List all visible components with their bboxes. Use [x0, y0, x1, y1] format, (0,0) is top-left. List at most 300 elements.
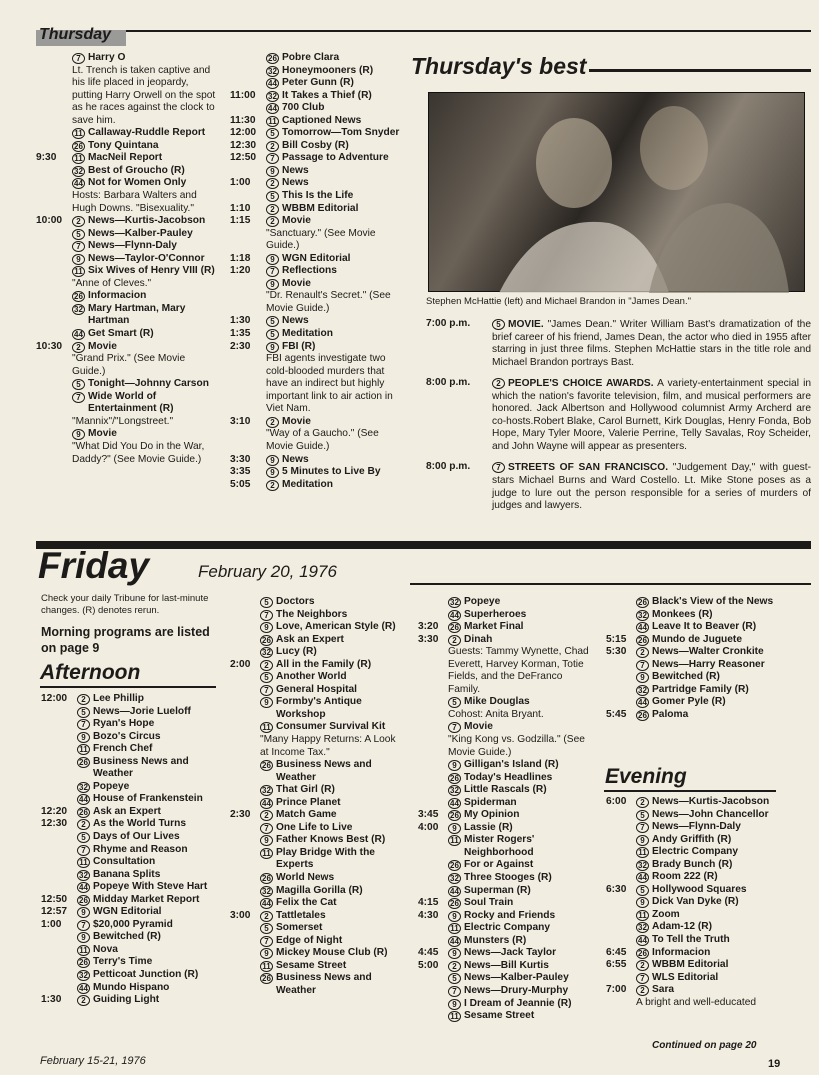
friday-column-4-evening — [606, 796, 776, 1009]
listing-time: 10:30 — [36, 340, 63, 352]
channel-badge: 44 — [448, 936, 461, 947]
listing-entry — [418, 1010, 593, 1023]
thursdays-best — [411, 52, 811, 80]
channel-badge: 26 — [260, 760, 273, 771]
listing-entry — [230, 315, 402, 328]
program-title: WBBM Editorial — [282, 202, 359, 214]
footer-dates: February 15-21, 1976 — [40, 1055, 146, 1067]
program-title: Tonight—Johnny Carson — [88, 378, 209, 390]
channel-badge: 44 — [636, 935, 649, 946]
program-title: Harry O — [88, 52, 126, 63]
listing-entry — [230, 960, 402, 973]
program-title: Meditation — [282, 328, 333, 340]
listing-time: 4:30 — [418, 909, 439, 921]
evening-rule — [604, 790, 776, 792]
channel-badge: 5 — [266, 191, 279, 202]
program-title: News — [282, 453, 309, 465]
program-title: WLS Editorial — [652, 971, 719, 983]
listing-time: 3:30 — [230, 453, 251, 465]
program-title: Get Smart (R) — [88, 328, 154, 340]
morning-note: Morning programs are listed on page 9 — [41, 625, 210, 655]
program-title: Electric Company — [652, 846, 739, 858]
program-title: Popeye With Steve Hart — [93, 881, 208, 893]
program-title: Days of Our Lives — [93, 831, 180, 843]
program-title: Ask an Expert — [276, 633, 344, 645]
channel-badge: 9 — [260, 622, 273, 633]
listing-entry — [230, 972, 402, 997]
listing-time: 12:30 — [41, 818, 68, 830]
channel-badge: 5 — [492, 319, 505, 330]
program-title: Bozo's Circus — [93, 730, 161, 742]
listing-entry — [36, 253, 219, 266]
listing-entry — [606, 696, 776, 709]
program-title: Electric Company — [464, 922, 551, 934]
channel-badge: 9 — [266, 166, 279, 177]
listing-entry — [606, 934, 776, 947]
channel-badge: 9 — [448, 760, 461, 771]
listing-time: 6:55 — [606, 959, 627, 971]
listing-time: 2:30 — [230, 809, 251, 821]
listing-time: 1:30 — [230, 315, 251, 327]
listing-entry — [230, 885, 402, 898]
listing-entry — [41, 731, 219, 744]
listing-entry — [230, 253, 402, 266]
program-title: World News — [276, 872, 335, 884]
listing-time: 3:10 — [230, 415, 251, 427]
program-title: Leave It to Beaver (R) — [652, 621, 757, 633]
listing-description: FBI agents investigate two cold-blooded murders that have an indirect but highly important link to air action in Viet Nam. — [266, 353, 393, 415]
best-text: "James Dean." Writer William Bast's dramatization of the brief career of his friend, James Dean, the actor who died in 1955 after starring in just three films. Stephen McHattie stars in the title role and Michael Brandon portrays Bast. — [492, 319, 811, 368]
listing-entry — [606, 859, 776, 872]
channel-badge: 32 — [266, 91, 279, 102]
thursday-label: Thursday — [39, 26, 112, 43]
channel-badge: 9 — [266, 254, 279, 265]
evening-heading: Evening — [605, 765, 687, 788]
program-title: Nova — [93, 943, 118, 955]
channel-badge: 32 — [636, 860, 649, 871]
program-title: Little Rascals (R) — [464, 784, 547, 796]
listing-entry — [230, 454, 402, 467]
listing-entry — [230, 215, 402, 228]
channel-badge: 26 — [448, 810, 461, 821]
listing-entry — [418, 960, 593, 973]
program-title: Bewitched (R) — [652, 671, 720, 683]
channel-badge: 26 — [260, 973, 273, 984]
listing-time: 6:30 — [606, 883, 627, 895]
listing-time: 3:20 — [418, 621, 439, 633]
channel-badge: 7 — [636, 973, 649, 984]
channel-badge: 44 — [260, 798, 273, 809]
program-title: Midday Market Report — [93, 893, 200, 905]
channel-badge: 5 — [260, 597, 273, 608]
channel-badge: 32 — [266, 66, 279, 77]
listing-entry — [41, 881, 219, 894]
channel-badge: 32 — [77, 782, 90, 793]
channel-badge: 11 — [77, 857, 90, 868]
program-title: News—Jack Taylor — [464, 947, 557, 959]
listing-entry — [418, 696, 593, 709]
channel-badge: 9 — [266, 455, 279, 466]
channel-badge: 26 — [448, 773, 461, 784]
channel-badge: 2 — [72, 216, 85, 227]
listing-entry — [36, 240, 219, 253]
listing-entry — [230, 102, 402, 115]
listing-entry — [418, 721, 593, 734]
program-title: Lucy (R) — [276, 646, 317, 658]
listing-time: 5:05 — [230, 478, 251, 490]
listing-entry — [230, 90, 402, 103]
channel-badge: 2 — [260, 810, 273, 821]
listing-entry — [606, 634, 776, 647]
program-title: Munsters (R) — [464, 934, 527, 946]
listing-entry — [418, 621, 593, 634]
listing-entry — [41, 919, 219, 932]
listing-entry — [418, 885, 593, 898]
channel-badge: 2 — [448, 961, 461, 972]
listing-time: 11:00 — [230, 89, 256, 101]
program-title: Match Game — [276, 809, 337, 821]
program-title: Banana Splits — [93, 868, 161, 880]
program-title: WGN Editorial — [93, 906, 162, 918]
channel-badge: 7 — [448, 986, 461, 997]
program-title: Felix the Cat — [276, 897, 337, 909]
listing-entry — [230, 341, 402, 354]
program-title: Doctors — [276, 596, 315, 607]
program-title: Captioned News — [282, 114, 362, 126]
listing-entry — [230, 646, 402, 659]
channel-badge: 32 — [636, 610, 649, 621]
channel-badge: 9 — [72, 254, 85, 265]
program-title: Superheroes — [464, 608, 527, 620]
listing-description: Guests: Tammy Wynette, Chad Everett, Harvey Korman, Totie Fields, and the DeFranco Family. — [448, 646, 589, 695]
listing-entry — [230, 809, 402, 822]
program-title: News—Bill Kurtis — [464, 959, 549, 971]
listing-entry — [230, 115, 402, 128]
thursday-column-2 — [230, 52, 402, 491]
program-title: Rocky and Friends — [464, 909, 556, 921]
listing-entry — [418, 596, 593, 609]
program-title: Informacion — [652, 946, 711, 958]
channel-badge: 26 — [448, 622, 461, 633]
afternoon-heading: Afternoon — [40, 661, 141, 684]
program-title: News — [282, 315, 309, 327]
channel-badge: 5 — [636, 810, 649, 821]
listing-entry — [41, 756, 219, 781]
channel-badge: 2 — [266, 178, 279, 189]
listing-entry — [418, 922, 593, 935]
listing-entry — [606, 972, 776, 985]
listing-entry — [418, 985, 593, 998]
program-title: Petticoat Junction (R) — [93, 969, 199, 981]
listing-time: 12:20 — [41, 805, 68, 817]
channel-badge: 9 — [266, 342, 279, 353]
page-number: 19 — [768, 1058, 781, 1070]
rerun-note: Check your daily Tribune for last-minute changes. (R) denotes rerun. — [41, 593, 209, 616]
thursday-tab — [36, 26, 126, 46]
program-title: Paloma — [652, 708, 689, 720]
program-title: Mike Douglas — [464, 696, 530, 708]
listing-entry — [230, 127, 402, 140]
listing-entry — [41, 806, 219, 819]
best-time: 7:00 p.m. — [426, 318, 471, 329]
program-title: News—Walter Cronkite — [652, 646, 764, 658]
listing-entry — [230, 922, 402, 935]
channel-badge: 2 — [636, 647, 649, 658]
program-title: Somerset — [276, 922, 323, 934]
channel-badge: 2 — [260, 660, 273, 671]
program-title: News—Drury-Murphy — [464, 984, 569, 996]
program-title: Tony Quintana — [88, 139, 159, 151]
channel-badge: 5 — [636, 885, 649, 896]
channel-badge: 2 — [448, 635, 461, 646]
channel-badge: 32 — [448, 597, 461, 608]
listing-time: 4:45 — [418, 947, 439, 959]
listing-entry — [230, 596, 402, 609]
program-title: Mister Rogers' Neighborhood — [464, 834, 535, 858]
listing-entry — [230, 479, 402, 492]
channel-badge: 9 — [260, 948, 273, 959]
program-title: The Neighbors — [276, 608, 348, 620]
channel-badge: 26 — [636, 597, 649, 608]
listing-entry — [36, 378, 219, 391]
program-title: Zoom — [652, 908, 680, 920]
channel-badge: 2 — [636, 985, 649, 996]
channel-badge: 5 — [260, 672, 273, 683]
listing-entry — [606, 921, 776, 934]
program-title: News—Flynn-Daly — [88, 240, 177, 252]
listing-entry — [41, 869, 219, 882]
channel-badge: 44 — [77, 794, 90, 805]
channel-badge: 44 — [448, 886, 461, 897]
listing-description: "Mannix"/"Longstreet." — [72, 415, 174, 427]
channel-badge: 44 — [260, 898, 273, 909]
channel-badge: 32 — [448, 785, 461, 796]
listing-entry — [606, 621, 776, 634]
channel-badge: 32 — [636, 922, 649, 933]
listing-entry — [36, 52, 219, 65]
listing-description: "Many Happy Returns: A Look at Income Tax." — [260, 734, 396, 758]
program-title: Popeye — [93, 780, 130, 792]
program-title: Mary Hartman, Mary Hartman — [88, 302, 186, 327]
channel-badge: 44 — [72, 178, 85, 189]
program-title: Spiderman — [464, 796, 517, 808]
listing-entry — [418, 772, 593, 785]
channel-badge: 26 — [72, 291, 85, 302]
listing-time: 1:15 — [230, 215, 251, 227]
channel-badge: 9 — [636, 672, 649, 683]
listing-entry — [230, 65, 402, 78]
best-body — [492, 461, 811, 512]
channel-badge: 44 — [636, 622, 649, 633]
program-title: Market Final — [464, 621, 524, 633]
listing-entry — [606, 609, 776, 622]
listing-entry — [41, 944, 219, 957]
program-title: News—Kalber-Pauley — [464, 972, 569, 984]
listing-entry — [230, 759, 402, 784]
listing-entry — [606, 947, 776, 960]
channel-badge: 32 — [260, 785, 273, 796]
channel-badge: 26 — [260, 635, 273, 646]
listing-description: Cohost: Anita Bryant. — [448, 708, 544, 720]
listing-entry — [418, 759, 593, 772]
program-title: Today's Headlines — [464, 771, 553, 783]
program-title: News—Kurtis-Jacobson — [652, 796, 770, 807]
program-title: Mundo de Juguete — [652, 633, 742, 645]
listing-entry — [606, 659, 776, 672]
listing-entry — [36, 290, 219, 303]
listing-entry — [230, 696, 402, 721]
channel-badge: 5 — [72, 229, 85, 240]
friday-column-2 — [230, 596, 402, 998]
program-title: All in the Family (R) — [276, 658, 372, 670]
photo-caption: Stephen McHattie (left) and Michael Brandon in "James Dean." — [426, 296, 691, 307]
listing-entry — [606, 646, 776, 659]
listing-time: 12:50 — [41, 893, 68, 905]
channel-badge: 26 — [260, 873, 273, 884]
program-title: Lassie (R) — [464, 821, 513, 833]
program-title: Andy Griffith (R) — [652, 833, 732, 845]
listing-entry — [36, 341, 219, 354]
listing-entry — [418, 998, 593, 1011]
channel-badge: 7 — [448, 722, 461, 733]
listing-entry — [606, 846, 776, 859]
program-title: Six Wives of Henry VIII (R) — [88, 265, 215, 277]
listing-entry — [230, 621, 402, 634]
program-title: Ask an Expert — [93, 805, 161, 817]
program-title: Superman (R) — [464, 884, 531, 896]
channel-badge: 7 — [266, 153, 279, 164]
listing-entry — [230, 935, 402, 948]
channel-badge: 5 — [260, 923, 273, 934]
listing-description: A bright and well-educated — [636, 996, 757, 1008]
channel-badge: 5 — [266, 329, 279, 340]
channel-badge: 11 — [72, 266, 85, 277]
program-title: Room 222 (R) — [652, 871, 718, 883]
program-title: Business News and Weather — [93, 755, 189, 780]
listing-entry — [41, 743, 219, 756]
listing-entry — [230, 265, 402, 278]
listing-entry — [36, 140, 219, 153]
channel-badge: 44 — [266, 78, 279, 89]
listing-entry — [418, 784, 593, 797]
best-body — [492, 318, 811, 369]
listing-description: "Grand Prix." (See Movie Guide.) — [72, 353, 186, 377]
listing-time: 1:10 — [230, 202, 251, 214]
channel-badge: 2 — [266, 480, 279, 491]
channel-badge: 44 — [266, 103, 279, 114]
program-title: Magilla Gorilla (R) — [276, 884, 363, 896]
listing-entry — [36, 428, 219, 441]
listing-entry — [230, 203, 402, 216]
channel-badge: 32 — [636, 685, 649, 696]
program-title: Business News and Weather — [276, 972, 372, 996]
listing-entry — [230, 822, 402, 835]
listing-entry — [36, 228, 219, 241]
program-title: Rhyme and Reason — [93, 843, 188, 855]
listing-entry — [418, 822, 593, 835]
listing-entry — [230, 152, 402, 165]
best-listing — [426, 377, 811, 453]
listing-entry — [418, 809, 593, 822]
channel-badge: 9 — [448, 911, 461, 922]
listing-time: 4:15 — [418, 897, 439, 909]
thursday-column-1 — [36, 52, 219, 466]
friday-column-1 — [41, 693, 219, 1007]
program-title: Best of Groucho (R) — [88, 164, 185, 176]
listing-entry — [41, 994, 219, 1007]
channel-badge: 26 — [266, 53, 279, 64]
channel-badge: 26 — [448, 860, 461, 871]
listing-entry — [41, 706, 219, 719]
channel-badge: 32 — [72, 166, 85, 177]
channel-badge: 9 — [266, 279, 279, 290]
listing-entry — [36, 391, 219, 416]
program-title: Movie — [282, 277, 311, 289]
listing-entry — [418, 947, 593, 960]
program-title: This Is the Life — [282, 190, 354, 202]
program-title: News—John Chancellor — [652, 808, 769, 820]
listing-entry — [41, 831, 219, 844]
program-title: Bill Cosby (R) — [282, 139, 349, 151]
channel-badge: 9 — [636, 897, 649, 908]
listing-entry — [230, 190, 402, 203]
listing-entry — [230, 797, 402, 810]
james-dean-photo — [428, 92, 805, 292]
best-listing — [426, 318, 811, 369]
best-title: STREETS OF SAN FRANCISCO. — [508, 462, 669, 474]
program-title: MacNeil Report — [88, 152, 163, 164]
channel-badge: 9 — [77, 732, 90, 743]
channel-badge: 7 — [72, 392, 85, 403]
photo-figures — [429, 93, 806, 293]
program-title: Play Bridge With the Experts — [276, 846, 375, 871]
channel-badge: 11 — [636, 910, 649, 921]
channel-badge: 7 — [260, 685, 273, 696]
listing-time: 2:00 — [230, 658, 251, 670]
channel-badge: 2 — [266, 417, 279, 428]
listing-entry — [36, 265, 219, 278]
program-title: Honeymooners (R) — [282, 64, 374, 76]
listing-time: 7:00 — [606, 984, 627, 996]
channel-badge: 9 — [448, 823, 461, 834]
channel-badge: 5 — [448, 697, 461, 708]
channel-badge: 11 — [448, 1011, 461, 1022]
channel-badge: 5 — [266, 128, 279, 139]
program-title: Edge of Night — [276, 934, 343, 946]
listing-time: 12:00 — [41, 693, 68, 704]
listing-entry — [230, 784, 402, 797]
program-title: One Life to Live — [276, 821, 353, 833]
program-title: To Tell the Truth — [652, 934, 730, 946]
listing-time: 1:35 — [230, 328, 251, 340]
program-title: Sesame Street — [276, 959, 347, 971]
friday-rule — [36, 541, 811, 549]
program-title: I Dream of Jeannie (R) — [464, 997, 572, 1009]
program-title: Formby's Antique Workshop — [276, 696, 362, 720]
listing-entry — [606, 834, 776, 847]
listing-entry — [606, 809, 776, 822]
listing-entry — [418, 859, 593, 872]
program-title: Movie — [282, 215, 311, 227]
listing-entry — [41, 906, 219, 919]
listing-entry — [418, 797, 593, 810]
listing-time: 1:00 — [41, 918, 62, 930]
channel-badge: 11 — [77, 945, 90, 956]
channel-badge: 32 — [260, 647, 273, 658]
best-text: "Judgement Day," with guest-stars Michael Burns and Ward Costello. Lt. Mike Stone poses as a judge to lure out the person responsible for a series of murders of judges and lawyers. — [492, 462, 811, 512]
listing-entry — [41, 844, 219, 857]
listing-time: 1:20 — [230, 265, 251, 277]
